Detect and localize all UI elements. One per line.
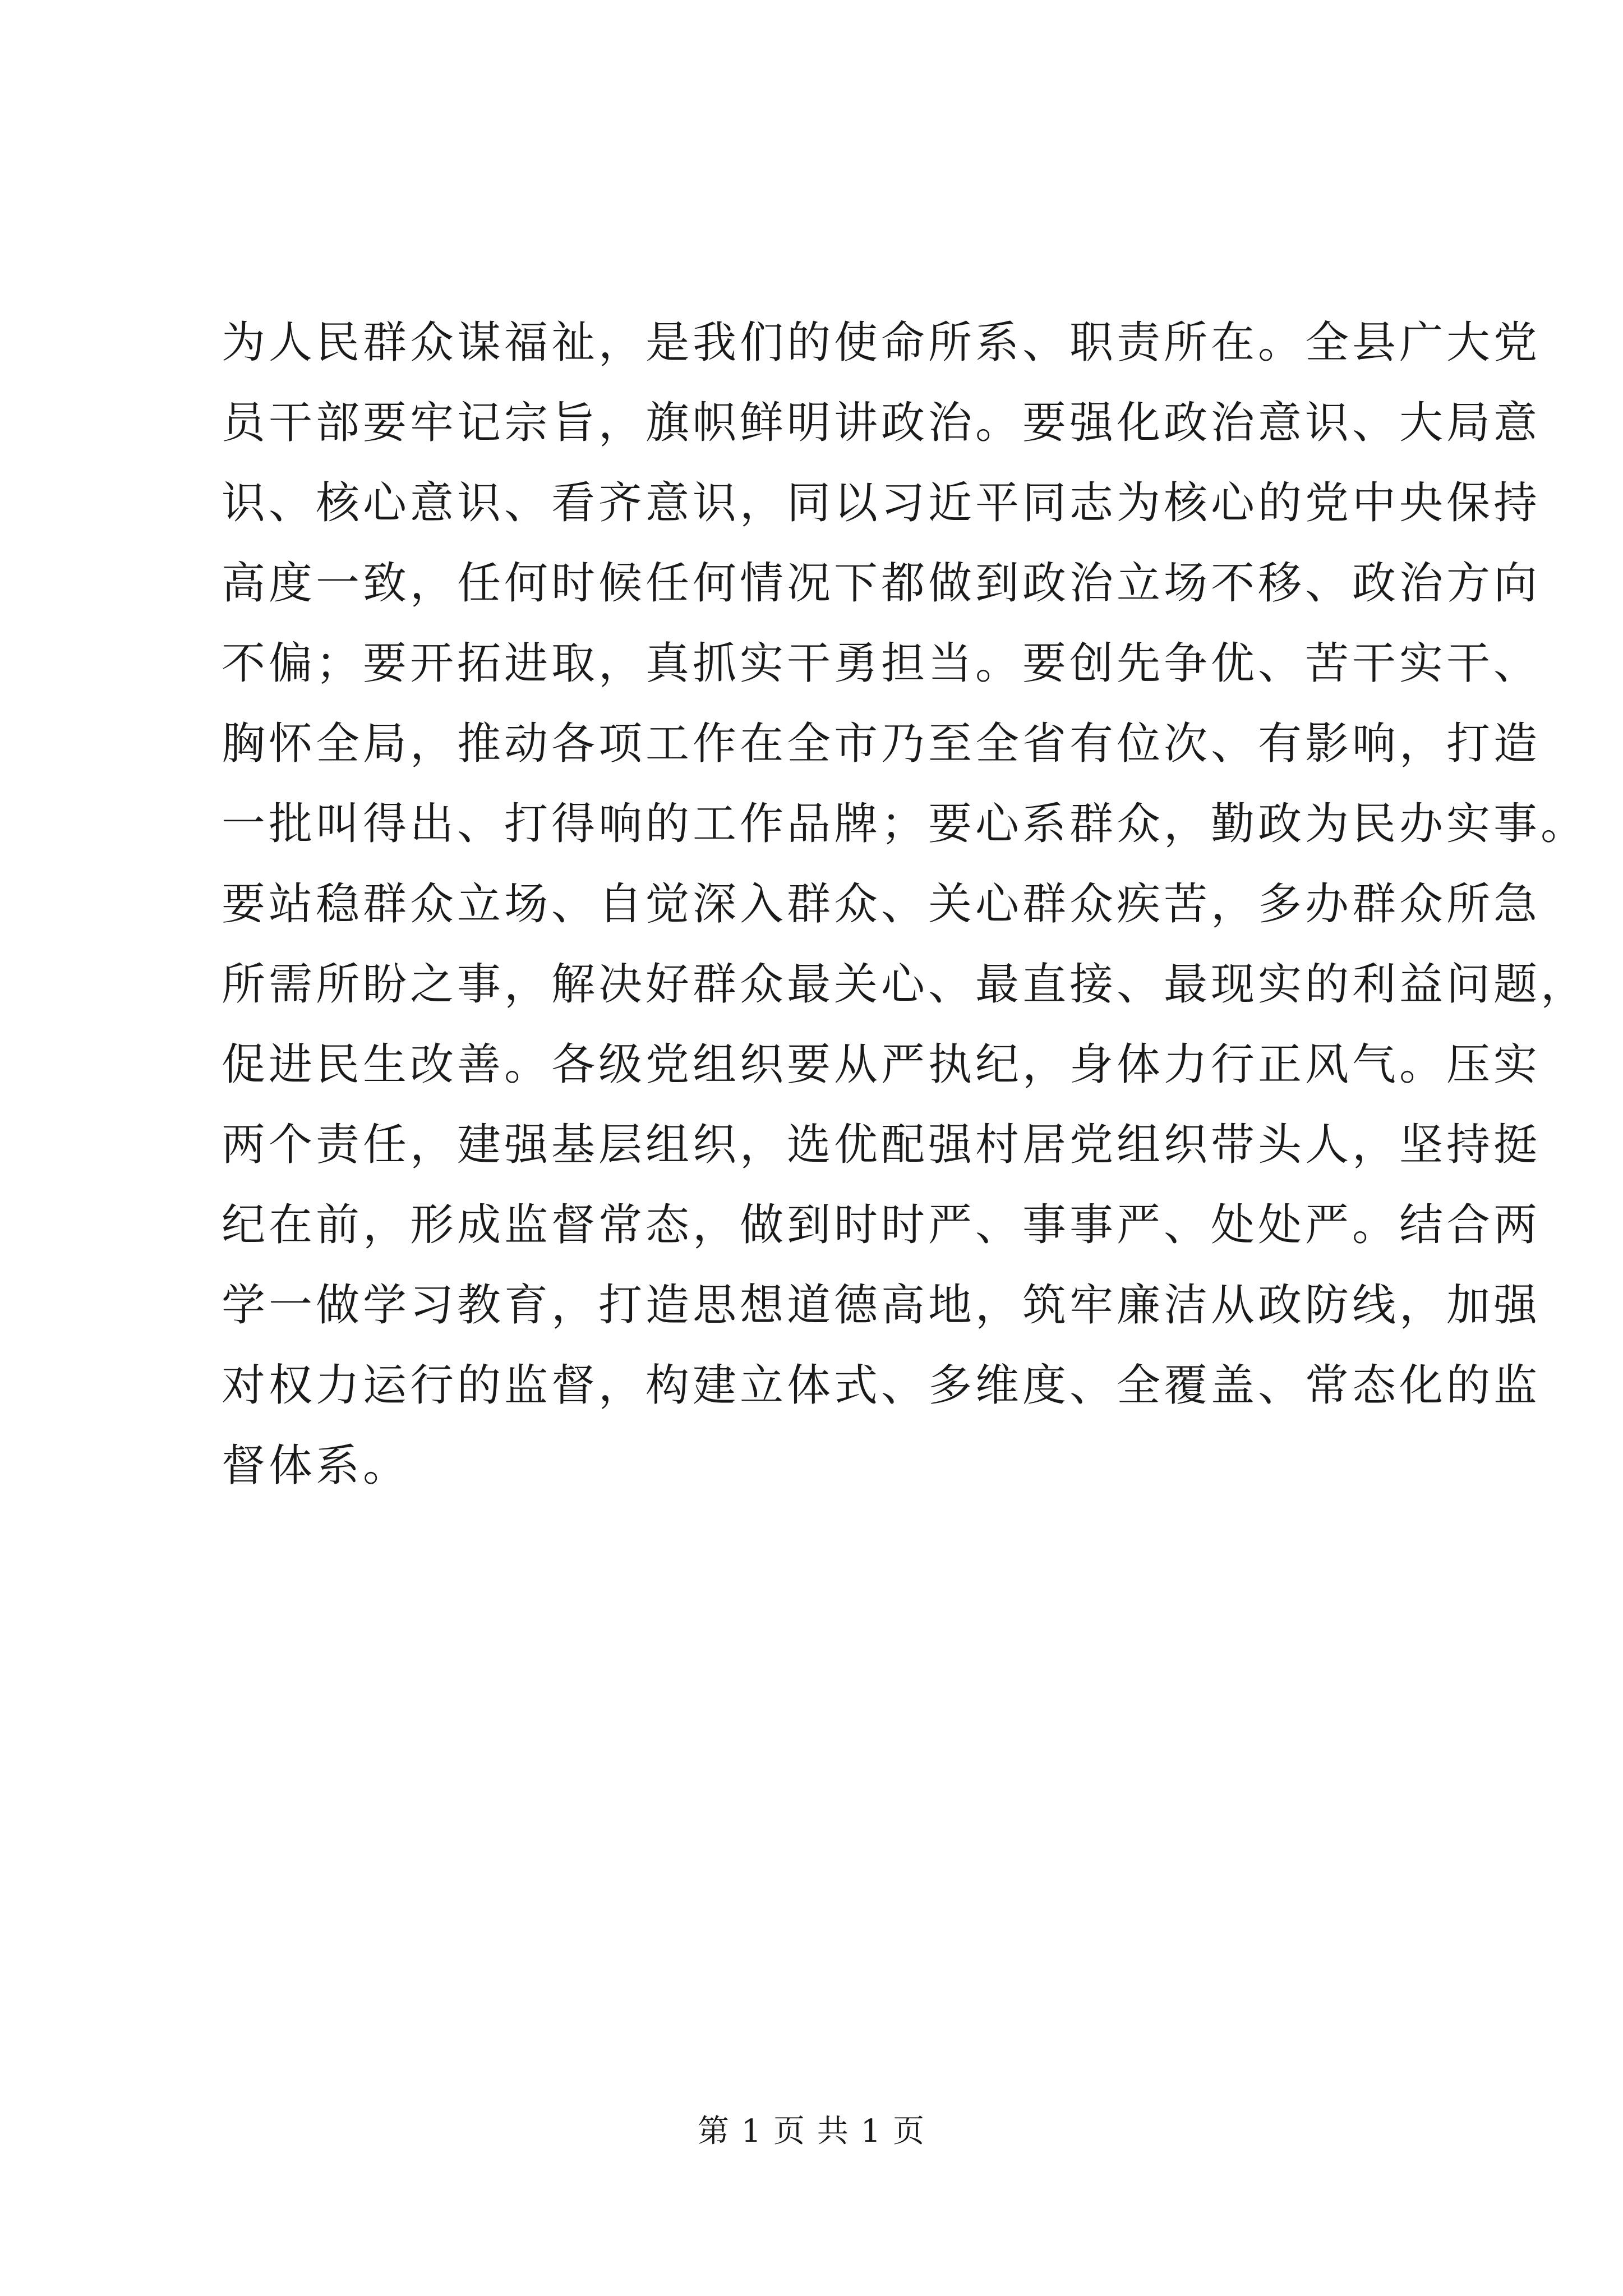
text-line: 所需所盼之事，解决好群众最关心、最直接、最现实的利益问题，	[222, 959, 1588, 1010]
text-line: 识、核心意识、看齐意识，同以习近平同志为核心的党中央保持	[222, 478, 1541, 528]
text-line: 为人民群众谋福祉，是我们的使命所系、职责所在。全县广大党	[222, 318, 1541, 368]
text-line: 两个责任，建强基层组织，选优配强村居党组织带头人，坚持挺	[222, 1120, 1541, 1170]
text-line: 高度一致，任何时候任何情况下都做到政治立场不移、政治方向	[222, 558, 1541, 609]
text-line: 纪在前，形成监督常态，做到时时严、事事严、处处严。结合两	[222, 1200, 1541, 1250]
text-line: 员干部要牢记宗旨，旗帜鲜明讲政治。要强化政治意识、大局意	[222, 398, 1541, 448]
body-paragraph	[222, 303, 1588, 1506]
page-number-footer: 第 1 页 共 1 页	[697, 2113, 926, 2150]
text-line: 学一做学习教育，打造思想道德高地，筑牢廉洁从政防线，加强	[222, 1280, 1541, 1331]
text-line: 督体系。	[222, 1441, 411, 1491]
text-line: 胸怀全局，推动各项工作在全市乃至全省有位次、有影响，打造	[222, 719, 1541, 769]
text-line: 不偏；要开拓进取，真抓实干勇担当。要创先争优、苦干实干、	[222, 638, 1541, 689]
text-line: 一批叫得出、打得响的工作品牌；要心系群众，勤政为民办实事。	[222, 799, 1588, 849]
text-line: 促进民生改善。各级党组织要从严执纪，身体力行正风气。压实	[222, 1039, 1541, 1090]
text-line: 对权力运行的监督，构建立体式、多维度、全覆盖、常态化的监	[222, 1360, 1541, 1411]
text-line: 要站稳群众立场、自觉深入群众、关心群众疾苦，多办群众所急	[222, 879, 1541, 930]
